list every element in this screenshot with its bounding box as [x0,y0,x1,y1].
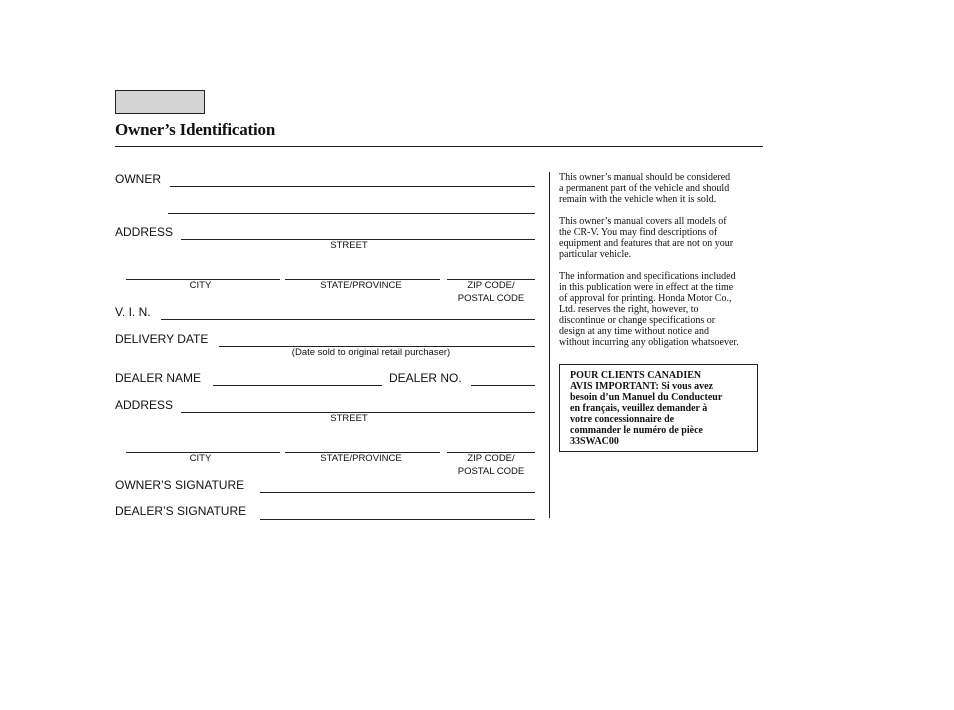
dealer-postal-caption: POSTAL CODE [457,466,525,477]
dealer-state-caption: STATE/PROVINCE [320,453,402,464]
column-divider [549,172,550,518]
notice-line: 33SWAC00 [570,436,619,447]
sidebar-paragraph-1 [559,172,759,205]
sidebar-text-line: in this publication were in effect at the time [559,282,734,293]
section-tab [115,90,205,114]
notice-line: en français, veuillez demander à [570,403,708,414]
sidebar-text-line: remain with the vehicle when it is sold. [559,194,717,205]
dealer-city-caption: CITY [189,453,212,464]
owner-signature-field[interactable] [260,492,535,493]
sidebar-text-line: equipment and features that are not on your [559,238,734,249]
sidebar-text-line: This owner’s manual should be considered [559,172,731,183]
notice-line: commander le numéro de pièce [570,425,703,436]
canadian-notice-box [559,364,758,452]
sidebar-text-line: the CR-V. You may find descriptions of [559,227,718,238]
sidebar-paragraph-2 [559,216,759,260]
owner-address-label: ADDRESS [115,225,174,239]
sidebar-text-line: Ltd. reserves the right, however, to [559,304,699,315]
dealer-name-label: DEALER NAME [115,371,202,385]
dealer-signature-field[interactable] [260,519,535,520]
page-title: Owner’s Identification [115,120,276,139]
dealer-street-caption: STREET [330,413,368,424]
title-divider [115,146,763,147]
dealer-signature-label: DEALER’S SIGNATURE [115,504,247,518]
delivery-date-label: DELIVERY DATE [115,332,209,346]
sidebar-text-line: The information and specifications included [559,271,736,282]
owner-postal-caption: POSTAL CODE [457,293,525,304]
owner-label: OWNER [115,172,161,186]
sidebar-text-line: a permanent part of the vehicle and should [559,183,730,194]
notice-line: votre concessionnaire de [570,414,675,425]
notice-line: POUR CLIENTS CANADIEN [570,370,702,381]
notice-line: besoin d’un Manuel du Conducteur [570,392,723,403]
owner-zip-caption: ZIP CODE/ [467,280,515,291]
owner-field[interactable] [170,186,535,187]
owner-signature-label: OWNER’S SIGNATURE [115,478,245,492]
sidebar-text-line: This owner’s manual covers all models of [559,216,727,227]
dealer-name-field[interactable] [213,385,382,386]
owner-street-caption: STREET [330,240,368,251]
sidebar-text-line: of approval for printing. Honda Motor Co., [559,293,732,304]
dealer-no-field[interactable] [471,385,535,386]
vin-field[interactable] [161,319,535,320]
delivery-date-note: (Date sold to original retail purchaser) [291,347,451,358]
dealer-no-label: DEALER NO. [389,371,462,385]
notice-line: AVIS IMPORTANT: Si vous avez [570,381,713,392]
owner-state-caption: STATE/PROVINCE [320,280,402,291]
sidebar-paragraph-3 [559,271,759,348]
owner-city-caption: CITY [189,280,212,291]
vin-label: V. I. N. [115,305,151,319]
dealer-address-label: ADDRESS [115,398,174,412]
sidebar-text-line: discontinue or change specifications or [559,315,716,326]
sidebar-text-line: particular vehicle. [559,249,632,260]
dealer-zip-caption: ZIP CODE/ [467,453,515,464]
owner-field-line2[interactable] [168,213,535,214]
sidebar-text-line: design at any time without notice and [559,326,709,337]
sidebar-text-line: without incurring any obligation whatsoever. [559,337,739,348]
